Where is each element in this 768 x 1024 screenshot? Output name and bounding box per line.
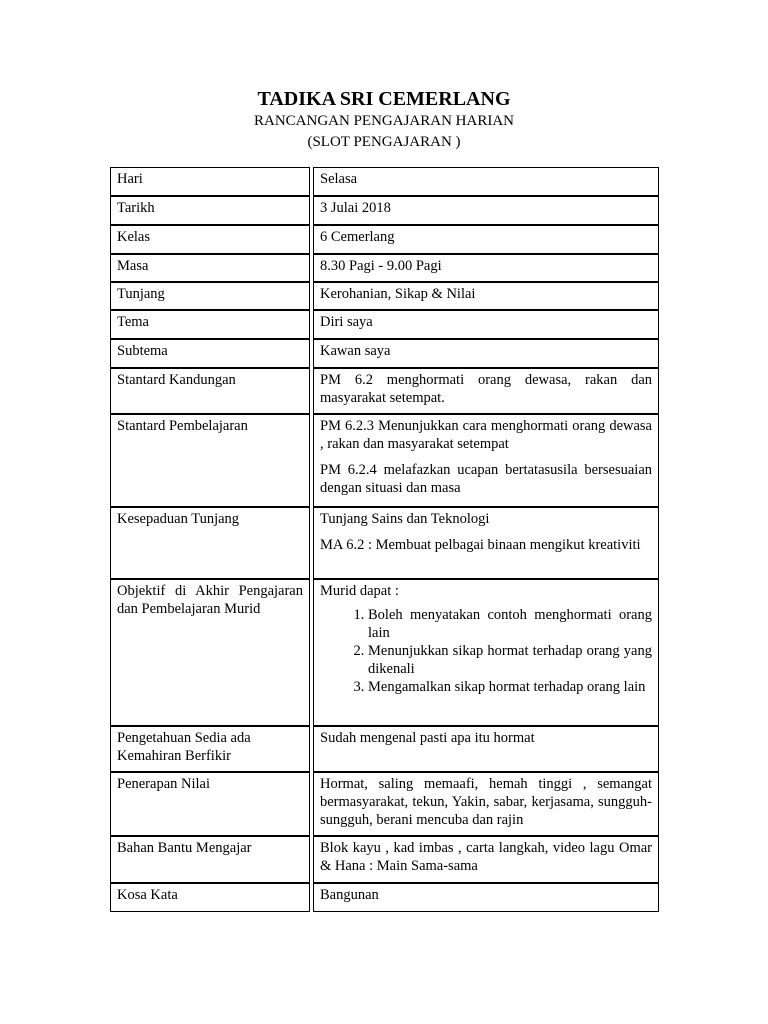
table-row (110, 507, 659, 579)
table-row (110, 254, 659, 282)
row-value-tema: Diri saya (313, 310, 659, 339)
slot-subtitle: (SLOT PENGAJARAN ) (307, 134, 461, 150)
row-value-stantard-kandungan: PM 6.2 menghormati orang dewasa, rakan dan masyarakat setempat. (313, 368, 659, 414)
paragraph: PM 6.2.3 Menunjukkan cara menghormati orang dewasa , rakan dan masyarakat setempat (320, 418, 652, 452)
row-value-bahan-bantu: Blok kayu , kad imbas , carta langkah, video lagu Omar & Hana : Main Sama-sama (313, 836, 659, 883)
list-item: 2. Menunjukkan sikap hormat terhadap orang yang dikenali (368, 642, 652, 678)
table-row (110, 836, 659, 883)
row-label-masa: Masa (110, 254, 310, 282)
row-label-kelas: Kelas (110, 225, 310, 254)
table-row (110, 368, 659, 414)
table-row (110, 414, 659, 507)
row-label-tarikh: Tarikh (110, 196, 310, 225)
objective-list (320, 606, 652, 696)
row-label-kesepaduan-tunjang: Kesepaduan Tunjang (110, 507, 310, 579)
row-label-stantard-kandungan: Stantard Kandungan (110, 368, 310, 414)
table-row (110, 282, 659, 310)
paragraph: PM 6.2.4 melafazkan ucapan bertatasusila bersesuaian dengan situasi dan masa (320, 462, 652, 496)
list-item: 1. Boleh menyatakan contoh menghormati orang lain (368, 606, 652, 642)
row-value-penerapan-nilai: Hormat, saling memaafi, hemah tinggi , semangat bermasyarakat, tekun, Yakin, sabar, kerjasama, sungguh-sungguh, berani mencuba dan rajin (313, 772, 659, 836)
row-label-kosa-kata: Kosa Kata (110, 883, 310, 912)
table-row (110, 167, 659, 196)
table-row (110, 883, 659, 912)
row-label-hari: Hari (110, 167, 310, 196)
row-label-tema: Tema (110, 310, 310, 339)
document-subtitle: RANCANGAN PENGAJARAN HARIAN (253, 113, 514, 129)
school-title: TADIKA SRI CEMERLANG (257, 88, 511, 110)
row-label-tunjang: Tunjang (110, 282, 310, 310)
row-label-subtema: Subtema (110, 339, 310, 368)
paragraph: MA 6.2 : Membuat pelbagai binaan mengikut kreativiti (320, 537, 641, 553)
table-row (110, 726, 659, 772)
row-value-tarikh: 3 Julai 2018 (313, 196, 659, 225)
table-row (110, 196, 659, 225)
row-value-masa: 8.30 Pagi - 9.00 Pagi (313, 254, 659, 282)
row-value-kelas: 6 Cemerlang (313, 225, 659, 254)
lesson-plan-table (110, 167, 659, 912)
row-value-kosa-kata: Bangunan (313, 883, 659, 912)
table-row (110, 310, 659, 339)
table-row (110, 225, 659, 254)
row-label-stantard-pembelajaran: Stantard Pembelajaran (110, 414, 310, 507)
row-label-penerapan-nilai: Penerapan Nilai (110, 772, 310, 836)
objective-intro: Murid dapat : (320, 583, 399, 599)
row-label-bahan-bantu: Bahan Bantu Mengajar (110, 836, 310, 883)
table-row (110, 772, 659, 836)
row-value-stantard-pembelajaran (313, 414, 659, 507)
table-row (110, 339, 659, 368)
row-value-tunjang: Kerohanian, Sikap & Nilai (313, 282, 659, 310)
row-value-kesepaduan-tunjang (313, 507, 659, 579)
list-item: 3. Mengamalkan sikap hormat terhadap orang lain (368, 678, 652, 696)
row-value-pengetahuan: Sudah mengenal pasti apa itu hormat (313, 726, 659, 772)
paragraph: Tunjang Sains dan Teknologi (320, 511, 490, 527)
row-label-objektif: Objektif di Akhir Pengajaran dan Pembelajaran Murid (110, 579, 310, 726)
table-row (110, 579, 659, 726)
row-label-pengetahuan: Pengetahuan Sedia ada Kemahiran Berfikir (110, 726, 310, 772)
row-value-hari: Selasa (313, 167, 659, 196)
row-value-subtema: Kawan saya (313, 339, 659, 368)
row-value-objektif (313, 579, 659, 726)
